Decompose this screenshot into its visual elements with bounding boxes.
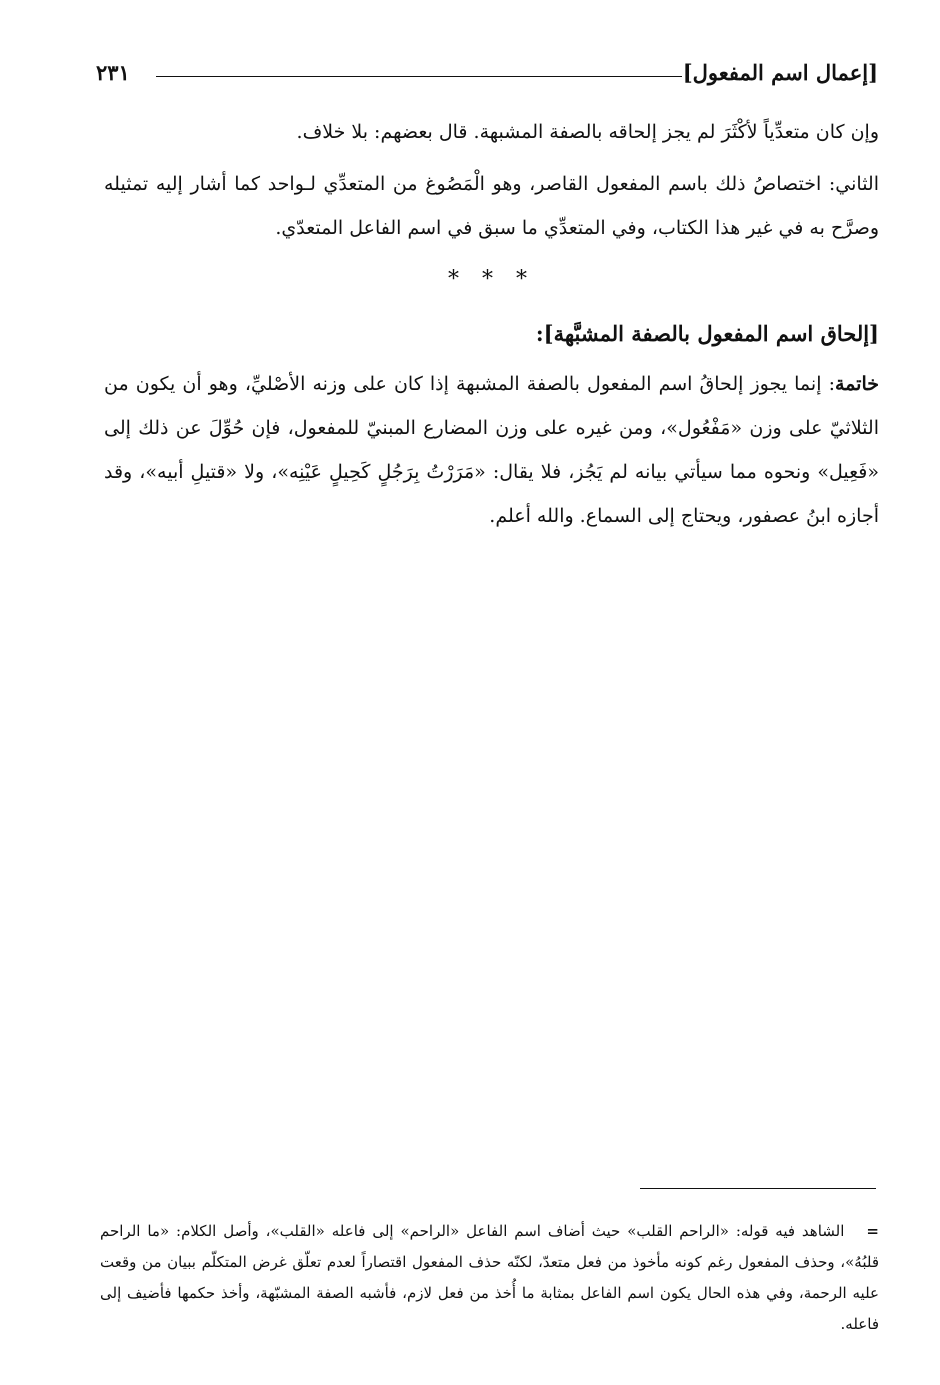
header-title: [إعمال اسم المفعول] [682,60,878,85]
paragraph-3-text: : إنما يجوز إلحاقُ اسم المفعول بالصفة المشبهة إذا كان على وزنه الأصْليِّ، وهو أن يكون من الثلاثيّ على وزن «مَفْعُول»، ومن غيره على وزن المضارع المبنيّ للمفعول، فإن حُوِّلَ عن ذلك إلى «فَعِيل» ونحوه مما سيأتي بيانه لم يَجُز، فلا يقال: «مَرَرْتُ بِرَجُلٍ كَحِيلٍ عَيْنِه»، ولا «قتيلِ أبيه»، وقد أجازه ابنُ عصفور، ويحتاج إلى السماع. والله أعلم. [104,373,879,527]
footnote-separator [640,1188,876,1189]
header-rule [156,76,682,77]
section-heading: [إلحاق اسم المفعول بالصفة المشبَّهة]: [535,321,879,346]
paragraph-3 [104,362,879,538]
main-text [104,110,879,546]
section-separator: * * * [448,267,535,292]
paragraph-2: الثاني: اختصاصُ ذلك باسم المفعول القاصر، وهو الْمَصُوغ من المتعدِّي لـواحد كما أشار إليه تمثيله وصرَّح به في غير هذا الكتاب، وفي المتعدِّي ما سبق في اسم الفاعل المتعدّي. [104,173,879,239]
paragraph-1: وإن كان متعدِّياً لأكْثَرَ لم يجز إلحاقه بالصفة المشبهة. قال بعضهم: بلا خلاف. [296,121,879,143]
running-header [96,60,878,94]
footnote-text: الشاهد فيه قوله: «الراحم القلب» حيث أضاف اسم الفاعل «الراحم» إلى فاعله «القلب»، وأصل الكلام: «ما الراحم قلبُهُ»، وحذف المفعول رغم كونه مأخوذ من فعل متعدّ، لكنّه حذف المفعول اقتصاراً لعدم تعلّق غرض المتكلّم ببيان من وقعت عليه الرحمة، وفي هذه الحال يكون اسم الفاعل بمثابة ما أُخذ من فعل لازم، فأشبه الصفة المشبّهة، وأخذ حكمها فأضيف إلى فاعله. [100,1222,879,1333]
footnote [100,1216,879,1340]
paragraph-3-lead: خاتمة [835,373,879,395]
footnote-continuation-mark: = [866,1222,879,1240]
page-number: ٢٣١ [96,60,130,85]
